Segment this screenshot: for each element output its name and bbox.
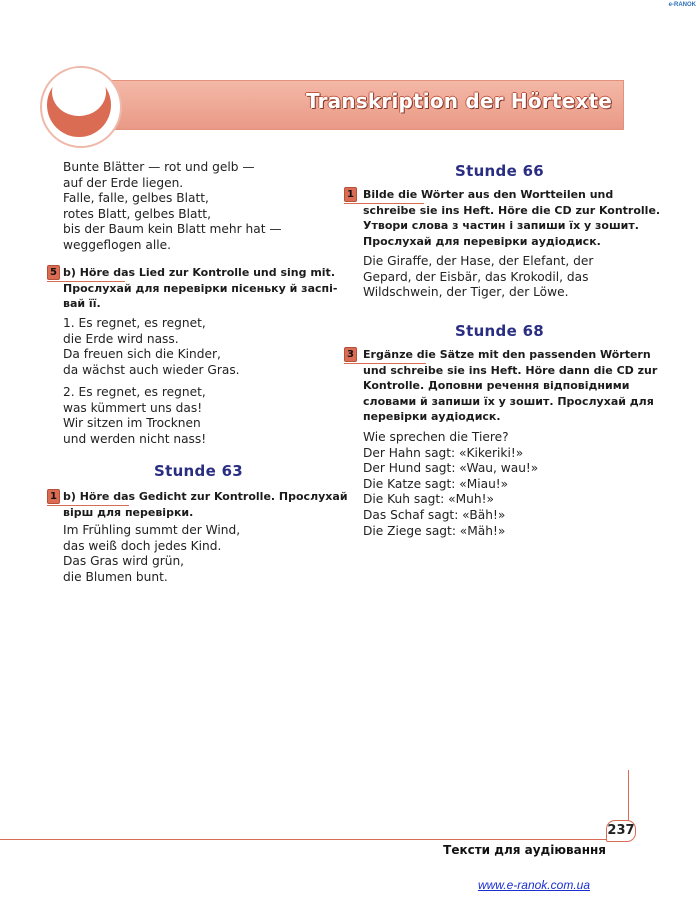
poem-line: auf der Erde liegen. — [63, 175, 184, 190]
answer-line: Die Giraffe, der Hase, der Elefant, der — [363, 254, 594, 268]
task-line: вай її. — [63, 297, 101, 310]
stunde-63-heading: Stunde 63 — [154, 462, 244, 480]
answer-line: Der Hund sagt: «Wau, wau!» — [363, 461, 539, 476]
task-line: Прослухай для перевірки аудіодиск. — [363, 234, 601, 248]
song-line: 1. Es regnet, es regnet, — [63, 316, 206, 330]
song-line: Wir sitzen im Trocknen — [63, 416, 201, 431]
publisher-logo: e-RANOK — [668, 2, 696, 8]
footer-section-title: Тексти для аудіювання — [443, 843, 606, 857]
task-line: schreibe sie ins Heft. Höre die CD zur Kontrolle. — [363, 203, 661, 217]
task-line: Ergänze die Sätze mit den passenden Wörtern — [363, 348, 651, 361]
song-line: und werden nicht nass! — [63, 431, 207, 446]
poem-line: rotes Blatt, gelbes Blatt, — [63, 206, 211, 221]
song-stanza-2 — [63, 385, 206, 447]
task-number-badge: 1 — [344, 187, 357, 202]
stunde66-task-instruction — [363, 187, 661, 249]
poem-line: weggeflogen alle. — [63, 237, 172, 252]
song-stanza-1 — [63, 316, 240, 378]
task-line: словами й запиши їх у зошит. Прослухай для — [363, 394, 654, 408]
poem-line: Bunte Blätter — rot und gelb — — [63, 160, 255, 174]
stunde-68-heading: Stunde 68 — [455, 322, 545, 340]
task-line: перевірки аудіодиск. — [363, 410, 501, 423]
header-crescent-cutout — [52, 68, 106, 116]
poem-line: die Blumen bunt. — [63, 569, 168, 584]
song-line: Da freuen sich die Kinder, — [63, 347, 221, 362]
poem-line: Im Frühling summt der Wind, — [63, 523, 241, 537]
task-line: b) Höre das Lied zur Kontrolle und sing mit. — [63, 266, 335, 279]
poem-line: das weiß doch jedes Kind. — [63, 538, 222, 553]
answer-line: Wildschwein, der Tiger, der Löwe. — [363, 285, 569, 300]
stunde-66-heading: Stunde 66 — [455, 162, 545, 180]
song-line: die Erde wird nass. — [63, 331, 179, 346]
answer-line: Der Hahn sagt: «Kikeriki!» — [363, 445, 524, 460]
answer-line: Das Schaf sagt: «Bäh!» — [363, 507, 506, 522]
stunde66-answer — [363, 254, 593, 301]
footer-rule — [0, 839, 630, 840]
song-line: 2. Es regnet, es regnet, — [63, 385, 206, 399]
stunde68-task-instruction — [363, 347, 658, 425]
answer-line: Wie sprechen die Tiere? — [363, 430, 509, 444]
song-line: was kümmert uns das! — [63, 400, 203, 415]
task-line: вірш для перевірки. — [63, 505, 194, 519]
page-number: 237 — [606, 820, 636, 842]
answer-line: Gepard, der Eisbär, das Krokodil, das — [363, 269, 589, 284]
poem-line: Das Gras wird grün, — [63, 554, 185, 569]
task-line: Kontrolle. Доповни речення відповідними — [363, 379, 630, 392]
page-title: Transkription der Hörtexte — [305, 89, 612, 113]
poem-intro — [63, 160, 282, 254]
task-line: Утвори слова з частин і запиши їх у зошит. — [363, 219, 639, 232]
answer-line: Die Kuh sagt: «Muh!» — [363, 492, 494, 507]
task-line: und schreibe sie ins Heft. Höre dann die CD zur — [363, 363, 658, 377]
answer-line: Die Ziege sagt: «Mäh!» — [363, 523, 506, 538]
task-line: Bilde die Wörter aus den Wortteilen und — [363, 188, 614, 201]
task-number-badge: 1 — [47, 489, 60, 504]
stunde68-answer — [363, 430, 538, 539]
poem-line: bis der Baum kein Blatt mehr hat — — [63, 222, 282, 237]
song-line: da wächst auch wieder Gras. — [63, 362, 240, 377]
answer-line: Die Katze sagt: «Miau!» — [363, 476, 509, 491]
task5-instruction — [63, 265, 338, 312]
footer-link[interactable]: www.e-ranok.com.ua — [477, 878, 590, 892]
task-number-badge: 5 — [47, 265, 60, 280]
task-line: Прослухай для перевірки пісеньку й заспі- — [63, 281, 338, 295]
task-number-badge: 3 — [344, 347, 357, 362]
stunde63-task-instruction — [63, 489, 348, 520]
stunde63-poem — [63, 523, 240, 585]
poem-line: Falle, falle, gelbes Blatt, — [63, 191, 209, 206]
task-line: b) Höre das Gedicht zur Kontrolle. Прослухай — [63, 490, 348, 503]
